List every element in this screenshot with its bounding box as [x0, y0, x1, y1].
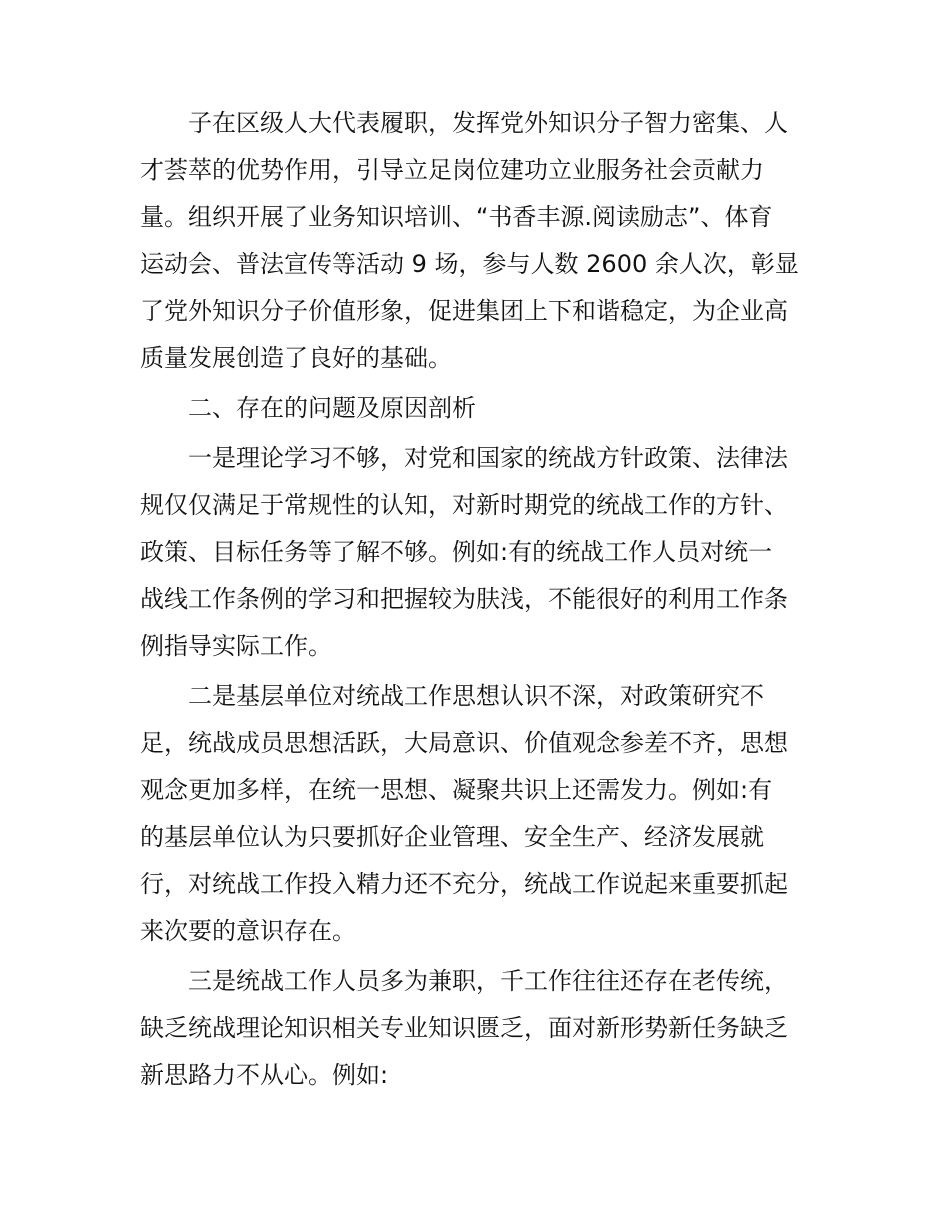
text-line: 量。组织开展了业务知识培训、“书香丰源.阅读励志”、体育: [140, 203, 773, 231]
text-line: 运动会、普法宣传等活动 9 场，参与人数 2600 余人次，彰显: [140, 250, 799, 278]
text-line: 足，统战成员思想活跃，大局意识、价值观念参差不齐，思想: [140, 729, 788, 757]
document-body: [140, 100, 812, 1102]
text-line: 的基层单位认为只要抓好企业管理、安全生产、经济发展就: [140, 823, 764, 851]
text-line: 缺乏统战理论知识相关专业知识匮乏，面对新形势新任务缺乏: [140, 1014, 788, 1042]
text-line: 行，对统战工作投入精力还不充分，统战工作说起来重要抓起: [140, 870, 788, 898]
text-line: 了党外知识分子价值形象，促进集团上下和谐稳定，为企业高: [140, 297, 788, 325]
text-line: 例指导实际工作。: [140, 632, 332, 660]
paragraph-problem-one: [140, 435, 812, 670]
text-line: 政策、目标任务等了解不够。例如:有的统战工作人员对统一: [140, 538, 773, 566]
paragraph-problem-two: [140, 673, 812, 955]
text-line: 来次要的意识存在。: [140, 917, 356, 945]
paragraph-problem-three: [140, 958, 812, 1099]
text-line: 新思路力不从心。例如:: [140, 1061, 389, 1089]
text-line: 质量发展创造了良好的基础。: [140, 344, 452, 372]
text-line: 战线工作条例的学习和把握较为肤浅，不能很好的利用工作条: [140, 585, 788, 613]
heading-text: 二、存在的问题及原因剖析: [188, 394, 476, 422]
text-line: 才荟萃的优势作用，引导立足岗位建功立业服务社会贡献力: [140, 156, 764, 184]
text-line: 二是基层单位对统战工作思想认识不深，对政策研究不: [188, 682, 764, 710]
text-line: 规仅仅满足于常规性的认知，对新时期党的统战工作的方针、: [140, 491, 788, 519]
paragraph-achievements: [140, 100, 812, 382]
text-line: 三是统战工作人员多为兼职，千工作往往还存在老传统，: [188, 967, 788, 995]
text-line: 一是理论学习不够，对党和国家的统战方针政策、法律法: [188, 444, 788, 472]
text-line: 观念更加多样，在统一思想、凝聚共识上还需发力。例如:有: [140, 776, 773, 804]
text-line: 子在区级人大代表履职，发挥党外知识分子智力密集、人: [188, 109, 788, 137]
section-heading-problems: [140, 385, 812, 432]
